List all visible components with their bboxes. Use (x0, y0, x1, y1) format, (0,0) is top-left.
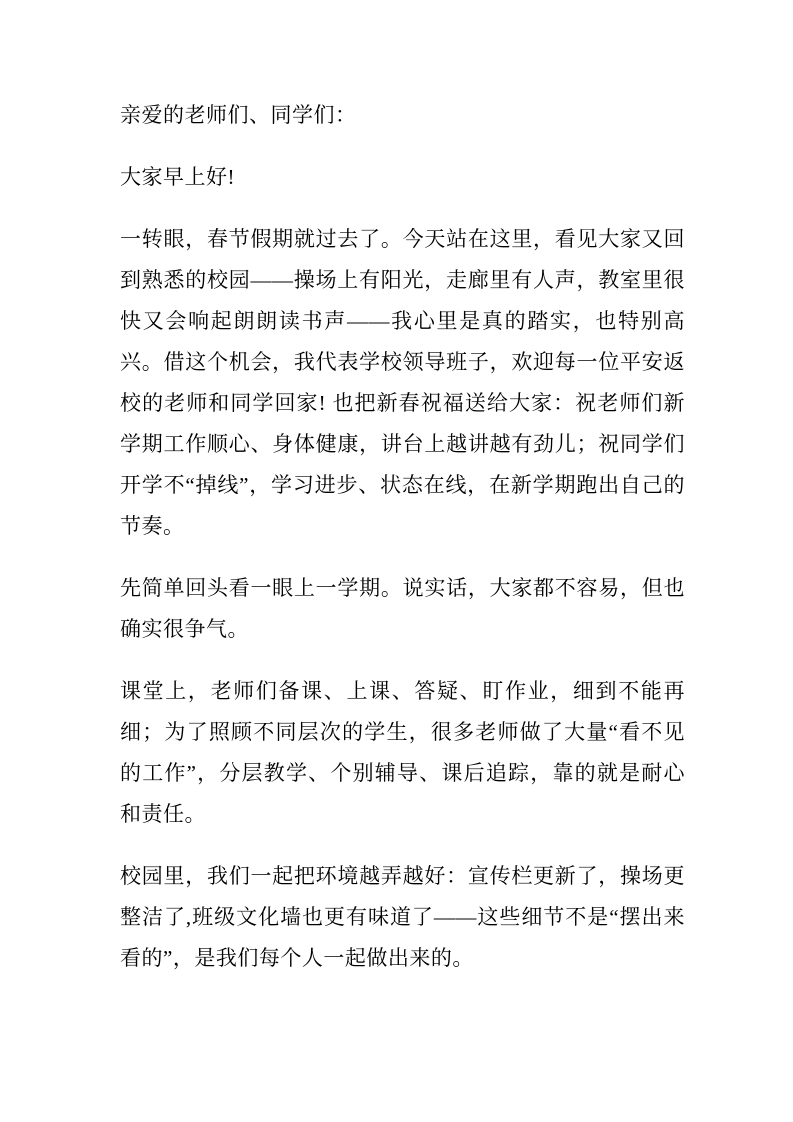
salutation-line: 亲爱的老师们、同学们： (120, 103, 357, 127)
paragraph-semester-review-intro: 先简单回头看一眼上一学期。说实话，大家都不容易，但也确实很争气。 (120, 576, 685, 641)
paragraph-classroom-work: 课堂上，老师们备课、上课、答疑、盯作业，细到不能再细；为了照顾不同层次的学生，很多老师做了大量“看不见的工作”，分层教学、个别辅导、课后追踪，靠的就是耐心和责任。 (120, 679, 685, 826)
paragraph-welcome-back: 一转眼，春节假期就过去了。今天站在这里，看见大家又回到熟悉的校园——操场上有阳光，走廊里有人声，教室里很快又会响起朗朗读书声——我心里是真的踏实，也特别高兴。借这个机会，我代表学校领导班子，欢迎每一位平安返校的老师和同学回家! 也把新春祝福送给大家：祝老师们新学期工作顺心、身体健康，讲台上越讲越有劲儿；祝同学们开学不“掉线”，学习进步、状态在线，在新学期跑出自己的节奏。 (120, 227, 685, 538)
document-page (120, 95, 685, 1000)
paragraph-greeting: 大家早上好! (120, 165, 235, 189)
paragraph-campus-environment: 校园里，我们一起把环境越弄越好：宣传栏更新了，操场更整洁了,班级文化墙也更有味道了——这些细节不是“摆出来看的”，是我们每个人一起做出来的。 (120, 864, 685, 970)
